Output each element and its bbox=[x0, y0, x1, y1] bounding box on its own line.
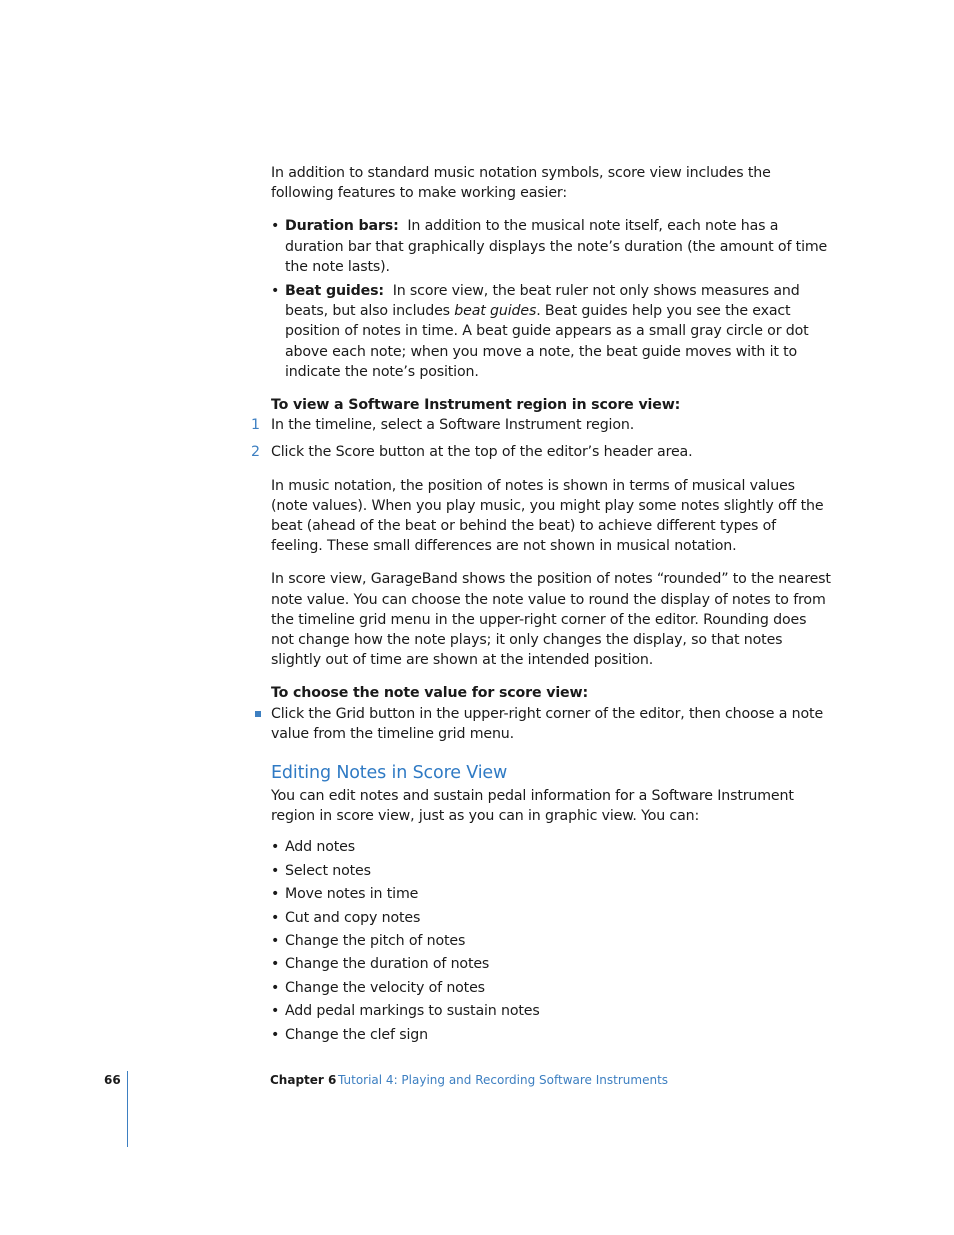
feature-text: In score view, the beat ruler not only shows measures and beats, but also includes bbox=[285, 283, 800, 320]
feature-text: In addition to the musical note itself, each note has a duration bar that graphically displays the note’s duration (the amount of time the note lasts). bbox=[285, 218, 828, 275]
square-bullet-icon bbox=[255, 711, 261, 717]
page-number: 66 bbox=[104, 1073, 121, 1087]
list-item-text: Add pedal markings to sustain notes bbox=[285, 1003, 540, 1020]
footer-chapter-label: Chapter 6 bbox=[270, 1073, 337, 1087]
task-heading-score-view: To view a Software Instrument region in score view: bbox=[271, 397, 681, 414]
bullet-dot: • bbox=[271, 862, 280, 879]
list-item bbox=[271, 861, 831, 881]
step-text: Click the Score button at the top of the editor’s header area. bbox=[271, 444, 693, 461]
feature-italic-term: beat guides bbox=[454, 303, 537, 320]
list-item bbox=[271, 931, 831, 951]
bullet-dot: • bbox=[271, 956, 280, 973]
list-item bbox=[271, 837, 831, 857]
list-item bbox=[271, 908, 831, 928]
section-heading: Editing Notes in Score View bbox=[271, 763, 508, 784]
list-item-text: Change the duration of notes bbox=[285, 956, 490, 973]
bullet-dot: • bbox=[271, 218, 280, 235]
feature-term: Duration bars: bbox=[285, 218, 399, 235]
footer-chapter-title: Tutorial 4: Playing and Recording Software Instruments bbox=[338, 1073, 669, 1087]
notation-paragraph: In music notation, the position of notes is shown in terms of musical values (note values). When you play music, you might play some notes slightly off the beat (ahead of the beat or behind the beat) to achieve different types of feeling. These small differences are not shown in musical notation. bbox=[271, 477, 824, 555]
list-item-text: Change the pitch of notes bbox=[285, 933, 466, 950]
list-item bbox=[271, 1001, 831, 1021]
bullet-dot: • bbox=[271, 283, 280, 300]
feature-term: Beat guides: bbox=[285, 283, 384, 300]
task-heading-note-value: To choose the note value for score view: bbox=[271, 685, 588, 702]
list-item-text: Select notes bbox=[285, 862, 371, 879]
bullet-dot: • bbox=[271, 1026, 280, 1043]
list-item-text: Change the clef sign bbox=[285, 1026, 428, 1043]
section-intro: You can edit notes and sustain pedal information for a Software Instrument region in score view, just as you can in graphic view. You can: bbox=[271, 788, 794, 825]
list-item-text: Change the velocity of notes bbox=[285, 979, 485, 996]
bullet-dot: • bbox=[271, 909, 280, 926]
page-body bbox=[251, 163, 831, 1058]
step-1 bbox=[251, 415, 831, 435]
step-text: Click the Grid button in the upper-right corner of the editor, then choose a note value from the timeline grid menu. bbox=[271, 705, 824, 742]
list-item-duration-bars bbox=[271, 216, 831, 277]
list-item bbox=[271, 978, 831, 998]
bullet-dot: • bbox=[271, 979, 280, 996]
rounded-paragraph: In score view, GarageBand shows the position of notes “rounded” to the nearest note value. You can choose the note value to round the display of notes to from the timeline grid menu in the upper-right corner of the editor. Rounding does not change how the note plays; it only changes the display, so that notes slightly out of time are shown at the intended position. bbox=[271, 571, 831, 669]
step-2 bbox=[251, 442, 831, 462]
step-number: 1 bbox=[251, 417, 260, 434]
bullet-dot: • bbox=[271, 886, 280, 903]
intro-paragraph: In addition to standard music notation symbols, score view includes the following features to make working easier: bbox=[271, 165, 771, 202]
list-item-text: Add notes bbox=[285, 839, 355, 856]
list-item bbox=[271, 884, 831, 904]
list-item-text: Move notes in time bbox=[285, 886, 419, 903]
edit-actions-list bbox=[271, 837, 831, 1044]
list-item bbox=[271, 954, 831, 974]
footer-divider bbox=[127, 1071, 128, 1147]
single-step bbox=[271, 704, 831, 744]
features-list bbox=[271, 216, 831, 382]
bullet-dot: • bbox=[271, 1003, 280, 1020]
list-item-beat-guides bbox=[271, 281, 831, 382]
step-text: In the timeline, select a Software Instrument region. bbox=[271, 417, 635, 434]
list-item-text: Cut and copy notes bbox=[285, 909, 421, 926]
bullet-dot: • bbox=[271, 839, 280, 856]
list-item bbox=[271, 1025, 831, 1045]
step-number: 2 bbox=[251, 444, 260, 461]
bullet-dot: • bbox=[271, 933, 280, 950]
feature-text-continued: . Beat guides help you see the exact position of notes in time. A beat guide appears as a small gray circle or dot above each note; when you move a note, the beat guide moves with it to indicate the note’s position. bbox=[285, 303, 809, 380]
